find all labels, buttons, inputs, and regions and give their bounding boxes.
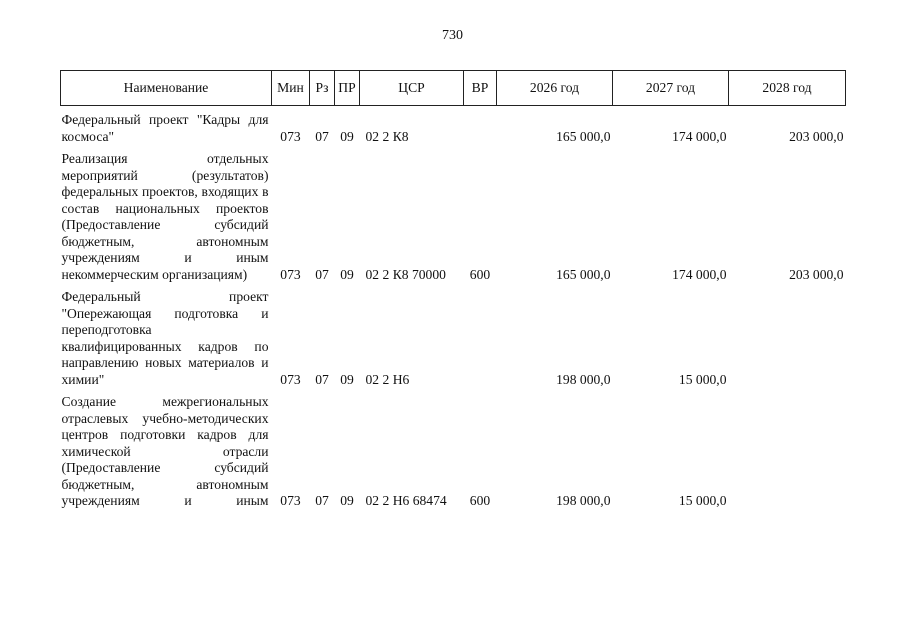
row-2026: 165 000,0	[556, 266, 611, 282]
row-2027: 174 000,0	[672, 266, 727, 282]
row-name: Реализация отдельных мероприятий (результатов) федеральных проектов, входящих в состав национальных проектов (Предоставление субсидий бюджетным, автономным учреждениям и иным некоммерческим организациям)	[61, 151, 269, 282]
row-csr: 02 2 Н6	[365, 371, 410, 387]
row-min: 073	[280, 266, 301, 282]
row-vr: 600	[469, 493, 491, 508]
row-rz: 07	[315, 493, 329, 508]
row-csr: 02 2 К8	[365, 128, 409, 144]
table-header-row	[61, 71, 846, 106]
row-vr	[464, 112, 497, 145]
budget-table	[60, 70, 846, 510]
row-pr: 09	[340, 128, 354, 144]
header-rz: Рз	[310, 71, 335, 106]
row-2026: 198 000,0	[556, 371, 611, 387]
row-2028: 203 000,0	[789, 266, 844, 282]
row-name: Создание межрегиональных отраслевых учебно-методических центров подготовки кадров для химической отрасли (Предоставление субсидий бюджетным, автономным учреждениям и иным	[61, 394, 269, 508]
header-2027: 2027 год	[613, 71, 729, 106]
row-csr: 02 2 Н6 68474	[365, 493, 447, 508]
row-2028: 203 000,0	[789, 128, 844, 144]
row-min: 073	[280, 371, 301, 387]
row-vr	[464, 289, 497, 388]
row-rz: 07	[315, 266, 329, 282]
row-2028	[729, 289, 846, 388]
row-2027: 15 000,0	[678, 493, 727, 508]
row-min: 073	[280, 128, 301, 144]
row-2028	[729, 394, 846, 510]
row-2027: 15 000,0	[678, 371, 727, 387]
row-2026: 198 000,0	[556, 493, 611, 508]
header-csr: ЦСР	[360, 71, 464, 106]
table-row	[61, 394, 846, 510]
header-pr: ПР	[335, 71, 360, 106]
row-2027: 174 000,0	[672, 128, 727, 144]
row-min: 073	[280, 493, 301, 508]
header-vr: ВР	[464, 71, 497, 106]
row-name: Федеральный проект "Опережающая подготовка и переподготовка квалифицированных кадров по направлению новых материалов и химии"	[61, 289, 269, 387]
table-row	[61, 289, 846, 388]
table-row	[61, 112, 846, 145]
row-csr: 02 2 К8 70000	[365, 266, 446, 282]
row-rz: 07	[315, 371, 329, 387]
row-pr: 09	[340, 493, 354, 508]
row-name: Федеральный проект "Кадры для космоса"	[61, 112, 269, 144]
header-2028: 2028 год	[729, 71, 846, 106]
header-min: Мин	[272, 71, 310, 106]
page-number: 730	[442, 28, 463, 43]
header-name: Наименование	[61, 71, 272, 106]
header-2026: 2026 год	[497, 71, 613, 106]
row-vr: 600	[469, 266, 491, 282]
row-pr: 09	[340, 371, 354, 387]
row-pr: 09	[340, 266, 354, 282]
row-2026: 165 000,0	[556, 128, 611, 144]
table-row	[61, 151, 846, 283]
row-rz: 07	[315, 128, 329, 144]
